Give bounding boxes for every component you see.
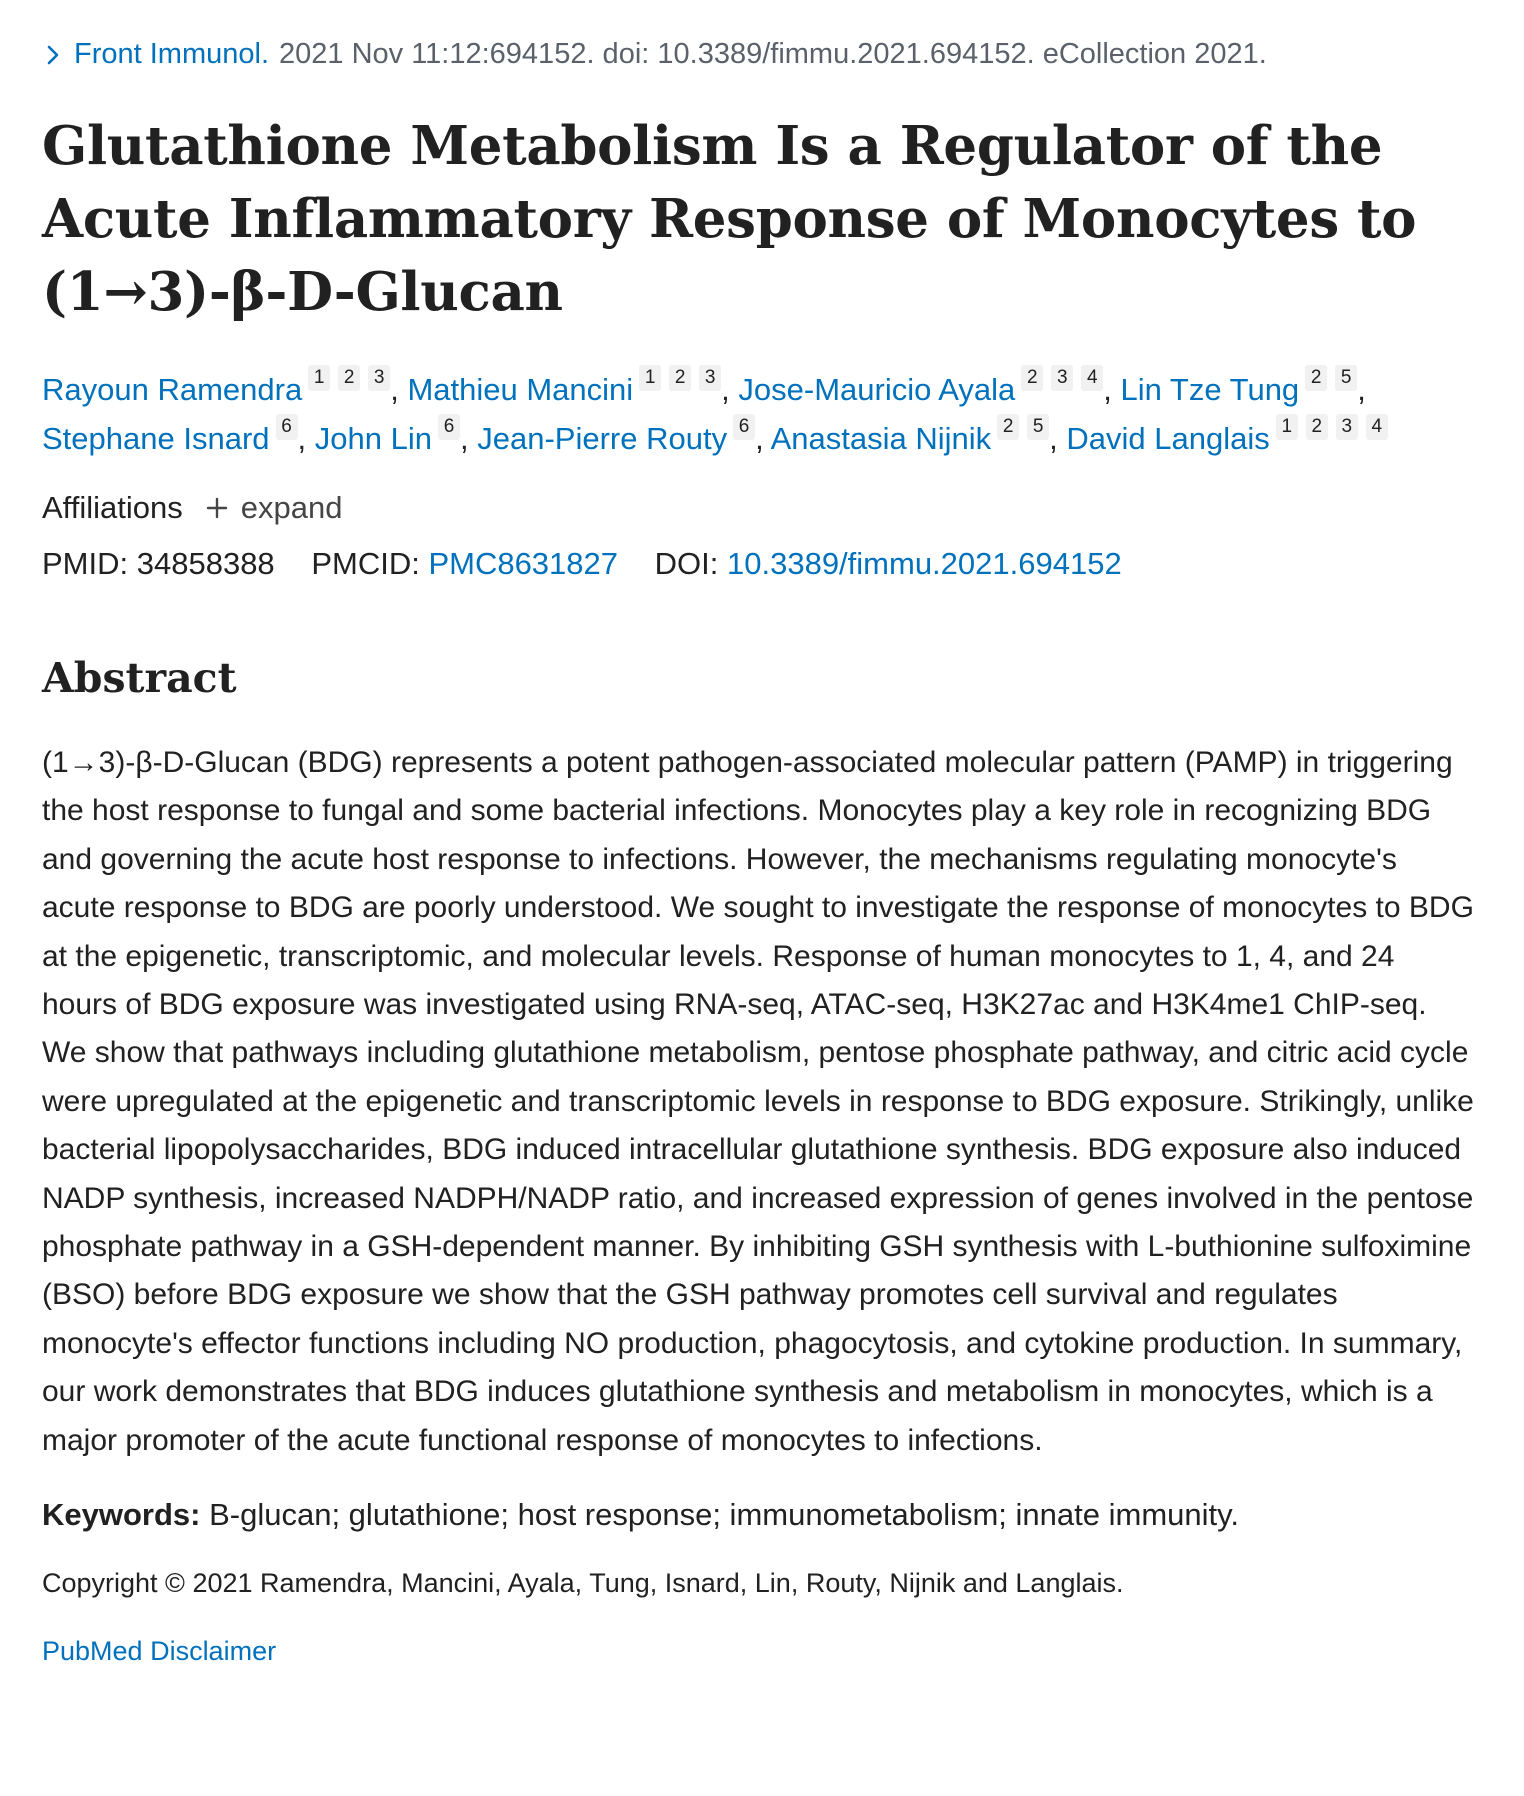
pmid-group <box>42 546 283 581</box>
pmcid-link[interactable]: PMC8631827 <box>428 546 619 581</box>
affiliation-number[interactable]: 3 <box>699 365 721 391</box>
author-name-link[interactable]: Jose-Mauricio Ayala <box>738 372 1016 407</box>
pmcid-group <box>311 546 626 581</box>
author-separator: , <box>1357 372 1366 407</box>
affiliations-row <box>42 485 1482 531</box>
affiliation-number[interactable]: 4 <box>1366 414 1388 440</box>
author-separator: , <box>755 421 764 456</box>
citation-details: 2021 Nov 11:12:694152. doi: 10.3389/fimmu.2021.694152. eCollection 2021. <box>279 38 1267 70</box>
abstract-heading: Abstract <box>42 654 237 702</box>
author-item <box>42 367 399 407</box>
pmid-label: PMID: <box>42 546 129 581</box>
affiliation-number[interactable]: 2 <box>669 365 691 391</box>
author-name-link[interactable]: John Lin <box>314 421 432 456</box>
author-item <box>477 416 764 456</box>
author-separator: , <box>721 372 730 407</box>
affiliation-number[interactable]: 6 <box>733 414 755 440</box>
affiliation-number[interactable]: 2 <box>338 365 360 391</box>
author-item <box>1120 367 1366 407</box>
author-name-link[interactable]: Mathieu Mancini <box>407 372 634 407</box>
affiliation-number[interactable]: 3 <box>368 365 390 391</box>
author-item <box>407 367 730 407</box>
affiliation-number[interactable]: 4 <box>1081 365 1103 391</box>
author-separator: , <box>1049 421 1058 456</box>
expand-label: expand <box>240 490 343 525</box>
affiliation-number[interactable]: 1 <box>639 365 661 391</box>
keywords-row <box>42 1491 1482 1539</box>
article-title: Glutathione Metabolism Is a Regulator of the Acute Inflammatory Response of Monocytes to (1→3)-β-D-Glucan <box>42 115 1417 323</box>
author-name-link[interactable]: Anastasia Nijnik <box>770 421 992 456</box>
author-name-link[interactable]: Rayoun Ramendra <box>42 372 303 407</box>
identifiers-row <box>42 541 1482 587</box>
affiliations-label: Affiliations <box>42 490 183 525</box>
affiliation-number[interactable]: 2 <box>1305 365 1327 391</box>
pmcid-label: PMCID: <box>311 546 420 581</box>
affiliation-number[interactable]: 2 <box>1021 365 1043 391</box>
journal-link[interactable]: Front Immunol. <box>74 38 269 70</box>
affiliation-number[interactable]: 3 <box>1051 365 1073 391</box>
author-separator: , <box>459 421 469 456</box>
author-name-link[interactable]: Jean-Pierre Routy <box>477 421 728 456</box>
author-separator: , <box>1103 372 1112 407</box>
author-item <box>770 416 1058 456</box>
keywords-label: Keywords: <box>42 1497 201 1533</box>
pubmed-disclaimer-link[interactable]: PubMed Disclaimer <box>42 1636 277 1667</box>
plus-icon <box>205 496 229 520</box>
disclaimer-row <box>42 1631 1482 1671</box>
affiliation-number[interactable]: 6 <box>276 414 298 440</box>
chevron-right-icon[interactable] <box>42 44 64 66</box>
pmid-value: 34858388 <box>136 546 275 581</box>
doi-link[interactable]: 10.3389/fimmu.2021.694152 <box>727 546 1122 581</box>
affiliation-number[interactable]: 3 <box>1336 414 1358 440</box>
author-separator: , <box>297 421 307 456</box>
affiliation-number[interactable]: 2 <box>997 414 1019 440</box>
author-name-link[interactable]: Stephane Isnard <box>42 421 270 456</box>
affiliation-number[interactable]: 1 <box>308 365 330 391</box>
author-name-link[interactable]: Lin Tze Tung <box>1120 372 1300 407</box>
abstract-text: (1→3)-β-D-Glucan (BDG) represents a potent pathogen-associated molecular pattern (PAMP) in triggering the host response to fungal and some bacterial infections. Monocytes play a key role in recognizing BDG and governing the acute host response to infections. However, the mechanisms regulating monocyte's acute response to BDG are poorly understood. We sought to investigate the response of monocytes to BDG at the epigenetic, transcriptomic, and molecular levels. Response of human monocytes to 1, 4, and 24 hours of BDG exposure was investigated using RNA-seq, ATAC-seq, H3K27ac and H3K4me1 ChIP-seq. We show that pathways including glutathione metabolism, pentose phosphate pathway, and citric acid cycle were upregulated at the epigenetic and transcriptomic levels in response to BDG exposure. Strikingly, unlike bacterial lipopolysaccharides, BDG induced intracellular glutathione synthesis. BDG exposure also induced NADP synthesis, increased NADPH/NADP ratio, and increased expression of genes involved in the pentose phosphate pathway in a GSH-dependent manner. By inhibiting GSH synthesis with L-buthionine sulfoximine (BSO) before BDG exposure we show that the GSH pathway promotes cell survival and regulates monocyte's effector functions including NO production, phagocytosis, and cytokine production. In summary, our work demonstrates that BDG induces glutathione synthesis and metabolism in monocytes, which is a major promoter of the acute functional response of monocytes to infections. <box>42 746 1474 1457</box>
copyright-text: Copyright © 2021 Ramendra, Mancini, Ayala, Tung, Isnard, Lin, Routy, Nijnik and Langlais. <box>42 1568 1124 1599</box>
affiliations-expand-button[interactable] <box>205 485 343 531</box>
keywords-text: B-glucan; glutathione; host response; immunometabolism; innate immunity. <box>209 1497 1239 1533</box>
author-item <box>738 367 1112 407</box>
author-name-link[interactable]: David Langlais <box>1066 421 1270 456</box>
author-item <box>1066 416 1387 456</box>
affiliation-number[interactable]: 5 <box>1027 414 1049 440</box>
citation-line <box>42 34 1482 74</box>
doi-label: DOI: <box>654 546 719 581</box>
affiliation-number[interactable]: 1 <box>1276 414 1298 440</box>
author-list <box>42 365 1482 463</box>
author-separator: , <box>390 372 399 407</box>
affiliation-number[interactable]: 6 <box>438 414 460 440</box>
doi-group <box>655 546 1122 581</box>
affiliation-number[interactable]: 5 <box>1335 365 1357 391</box>
affiliation-number[interactable]: 2 <box>1306 414 1328 440</box>
author-item <box>314 416 469 456</box>
author-item <box>42 416 307 456</box>
